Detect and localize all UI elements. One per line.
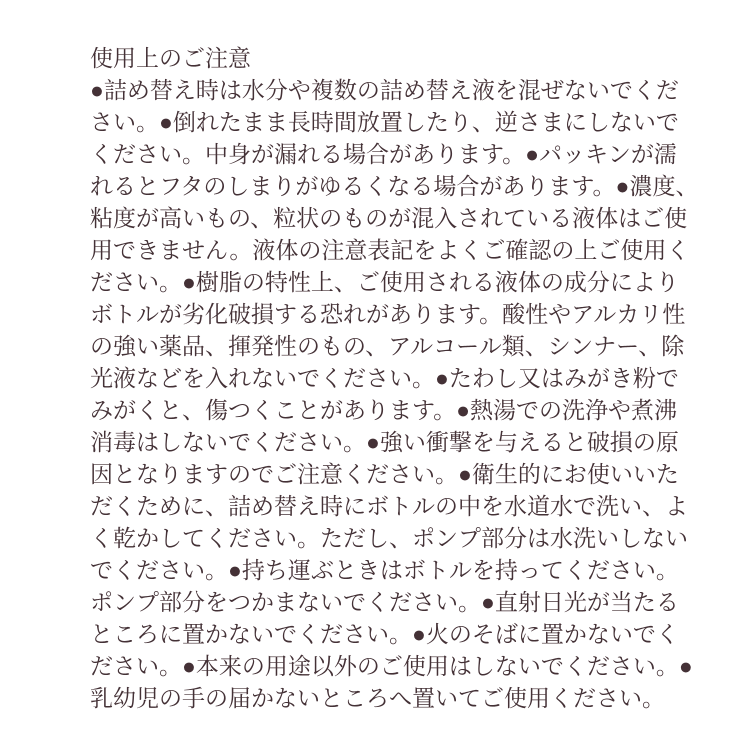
document-line: ださい。●本来の用途以外のご使用はしないでください。● bbox=[90, 653, 693, 679]
document-line: ださい。●樹脂の特性上、ご使用される液体の成分により bbox=[90, 269, 679, 295]
document-line: れるとフタのしまりがゆるくなる場合があります。●濃度、 bbox=[90, 173, 699, 199]
document-line: ところに置かないでください。●火のそばに置かないでく bbox=[90, 621, 679, 647]
document-line: 消毒はしないでください。●強い衝撃を与えると破損の原 bbox=[90, 429, 679, 455]
document-line: 光液などを入れないでください。●たわし又はみがき粉で bbox=[90, 365, 679, 391]
document-line: 用できません。液体の注意表記をよくご確認の上ご使用く bbox=[90, 237, 690, 263]
document-line: ポンプ部分をつかまないでください。●直射日光が当たる bbox=[90, 589, 679, 615]
document-title: 使用上のご注意 bbox=[90, 45, 251, 71]
document-line: 粘度が高いもの、粒状のものが混入されている液体はご使 bbox=[90, 205, 688, 231]
document-line: 因となりますのでご注意ください。●衛生的にお使いいた bbox=[90, 461, 679, 487]
document-line: く乾かしてください。ただし、ポンプ部分は水洗いしない bbox=[90, 525, 688, 551]
document-line: さい。●倒れたまま長時間放置したり、逆さまにしないで bbox=[90, 109, 679, 135]
document-line: 乳幼児の手の届かないところへ置いてご使用ください。 bbox=[90, 685, 665, 711]
document-line: だくために、詰め替え時にボトルの中を水道水で洗い、よ bbox=[90, 493, 688, 519]
document-line: ください。中身が漏れる場合があります。●パッキンが濡 bbox=[90, 141, 677, 167]
document-line: ●詰め替え時は水分や複数の詰め替え液を混ぜないでくだ bbox=[90, 77, 679, 103]
document-line: の強い薬品、揮発性のもの、アルコール類、シンナー、除 bbox=[90, 333, 685, 359]
document-line: でください。●持ち運ぶときはボトルを持ってください。 bbox=[90, 557, 679, 583]
document-line: みがくと、傷つくことがあります。●熱湯での洗浄や煮沸 bbox=[90, 397, 678, 423]
precautions-text-block bbox=[90, 42, 699, 714]
document-line: ボトルが劣化破損する恐れがあります。酸性やアルカリ性 bbox=[90, 301, 686, 327]
